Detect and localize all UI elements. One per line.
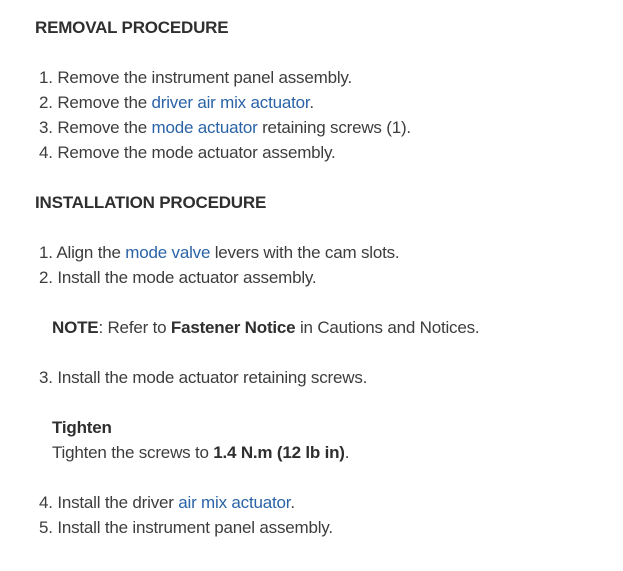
installation-heading: INSTALLATION PROCEDURE <box>35 193 267 212</box>
installation-step-4 <box>39 493 295 513</box>
removal-heading: REMOVAL PROCEDURE <box>35 18 229 37</box>
installation-step-2 <box>39 268 316 288</box>
tighten-text: Tighten the screws to <box>52 443 214 462</box>
tighten-title: Tighten <box>52 418 112 437</box>
step-text: Remove the <box>57 93 152 112</box>
tighten-spec <box>52 443 349 463</box>
step-number: 1. <box>39 68 53 87</box>
step-text: Remove the <box>57 118 152 137</box>
step-number: 1. <box>39 243 53 262</box>
step-number: 3. <box>39 368 53 387</box>
note-text: : Refer to <box>98 318 171 337</box>
fastener-notice-text: Fastener Notice <box>170 318 296 337</box>
mode-valve-link[interactable]: mode valve <box>125 243 211 262</box>
air-mix-actuator-link[interactable]: air mix actuator <box>178 493 291 512</box>
step-text: Install the instrument panel assembly. <box>57 518 333 537</box>
note-text-end: in Cautions and Notices. <box>295 318 480 337</box>
torque-value: 1.4 N.m (12 lb in) <box>213 443 345 462</box>
driver-air-mix-actuator-link[interactable]: driver air mix actuator <box>151 93 310 112</box>
installation-step-3 <box>39 368 367 388</box>
installation-step-5 <box>39 518 333 538</box>
step-text-end: retaining screws (1). <box>257 118 411 137</box>
step-number: 2. <box>39 93 53 112</box>
step-text-end: . <box>309 93 314 112</box>
step-text-end: levers with the cam slots. <box>210 243 400 262</box>
note-label: NOTE <box>52 318 99 337</box>
step-number: 4. <box>39 143 53 162</box>
step-text: Align the <box>56 243 126 262</box>
installation-step-1 <box>39 243 399 263</box>
step-text: Install the driver <box>57 493 179 512</box>
step-number: 2. <box>39 268 53 287</box>
step-text: Install the mode actuator assembly. <box>57 268 317 287</box>
removal-step-3 <box>39 118 411 138</box>
step-text: Remove the mode actuator assembly. <box>57 143 336 162</box>
step-text: Remove the instrument panel assembly. <box>57 68 352 87</box>
step-number: 4. <box>39 493 53 512</box>
step-text-end: . <box>290 493 295 512</box>
removal-step-1 <box>39 68 352 88</box>
step-text: Install the mode actuator retaining screws. <box>57 368 368 387</box>
tighten-text-end: . <box>344 443 350 462</box>
removal-step-4 <box>39 143 336 163</box>
removal-step-2 <box>39 93 314 113</box>
step-number: 5. <box>39 518 53 537</box>
step-number: 3. <box>39 118 53 137</box>
fastener-note <box>52 318 479 338</box>
mode-actuator-link[interactable]: mode actuator <box>151 118 258 137</box>
